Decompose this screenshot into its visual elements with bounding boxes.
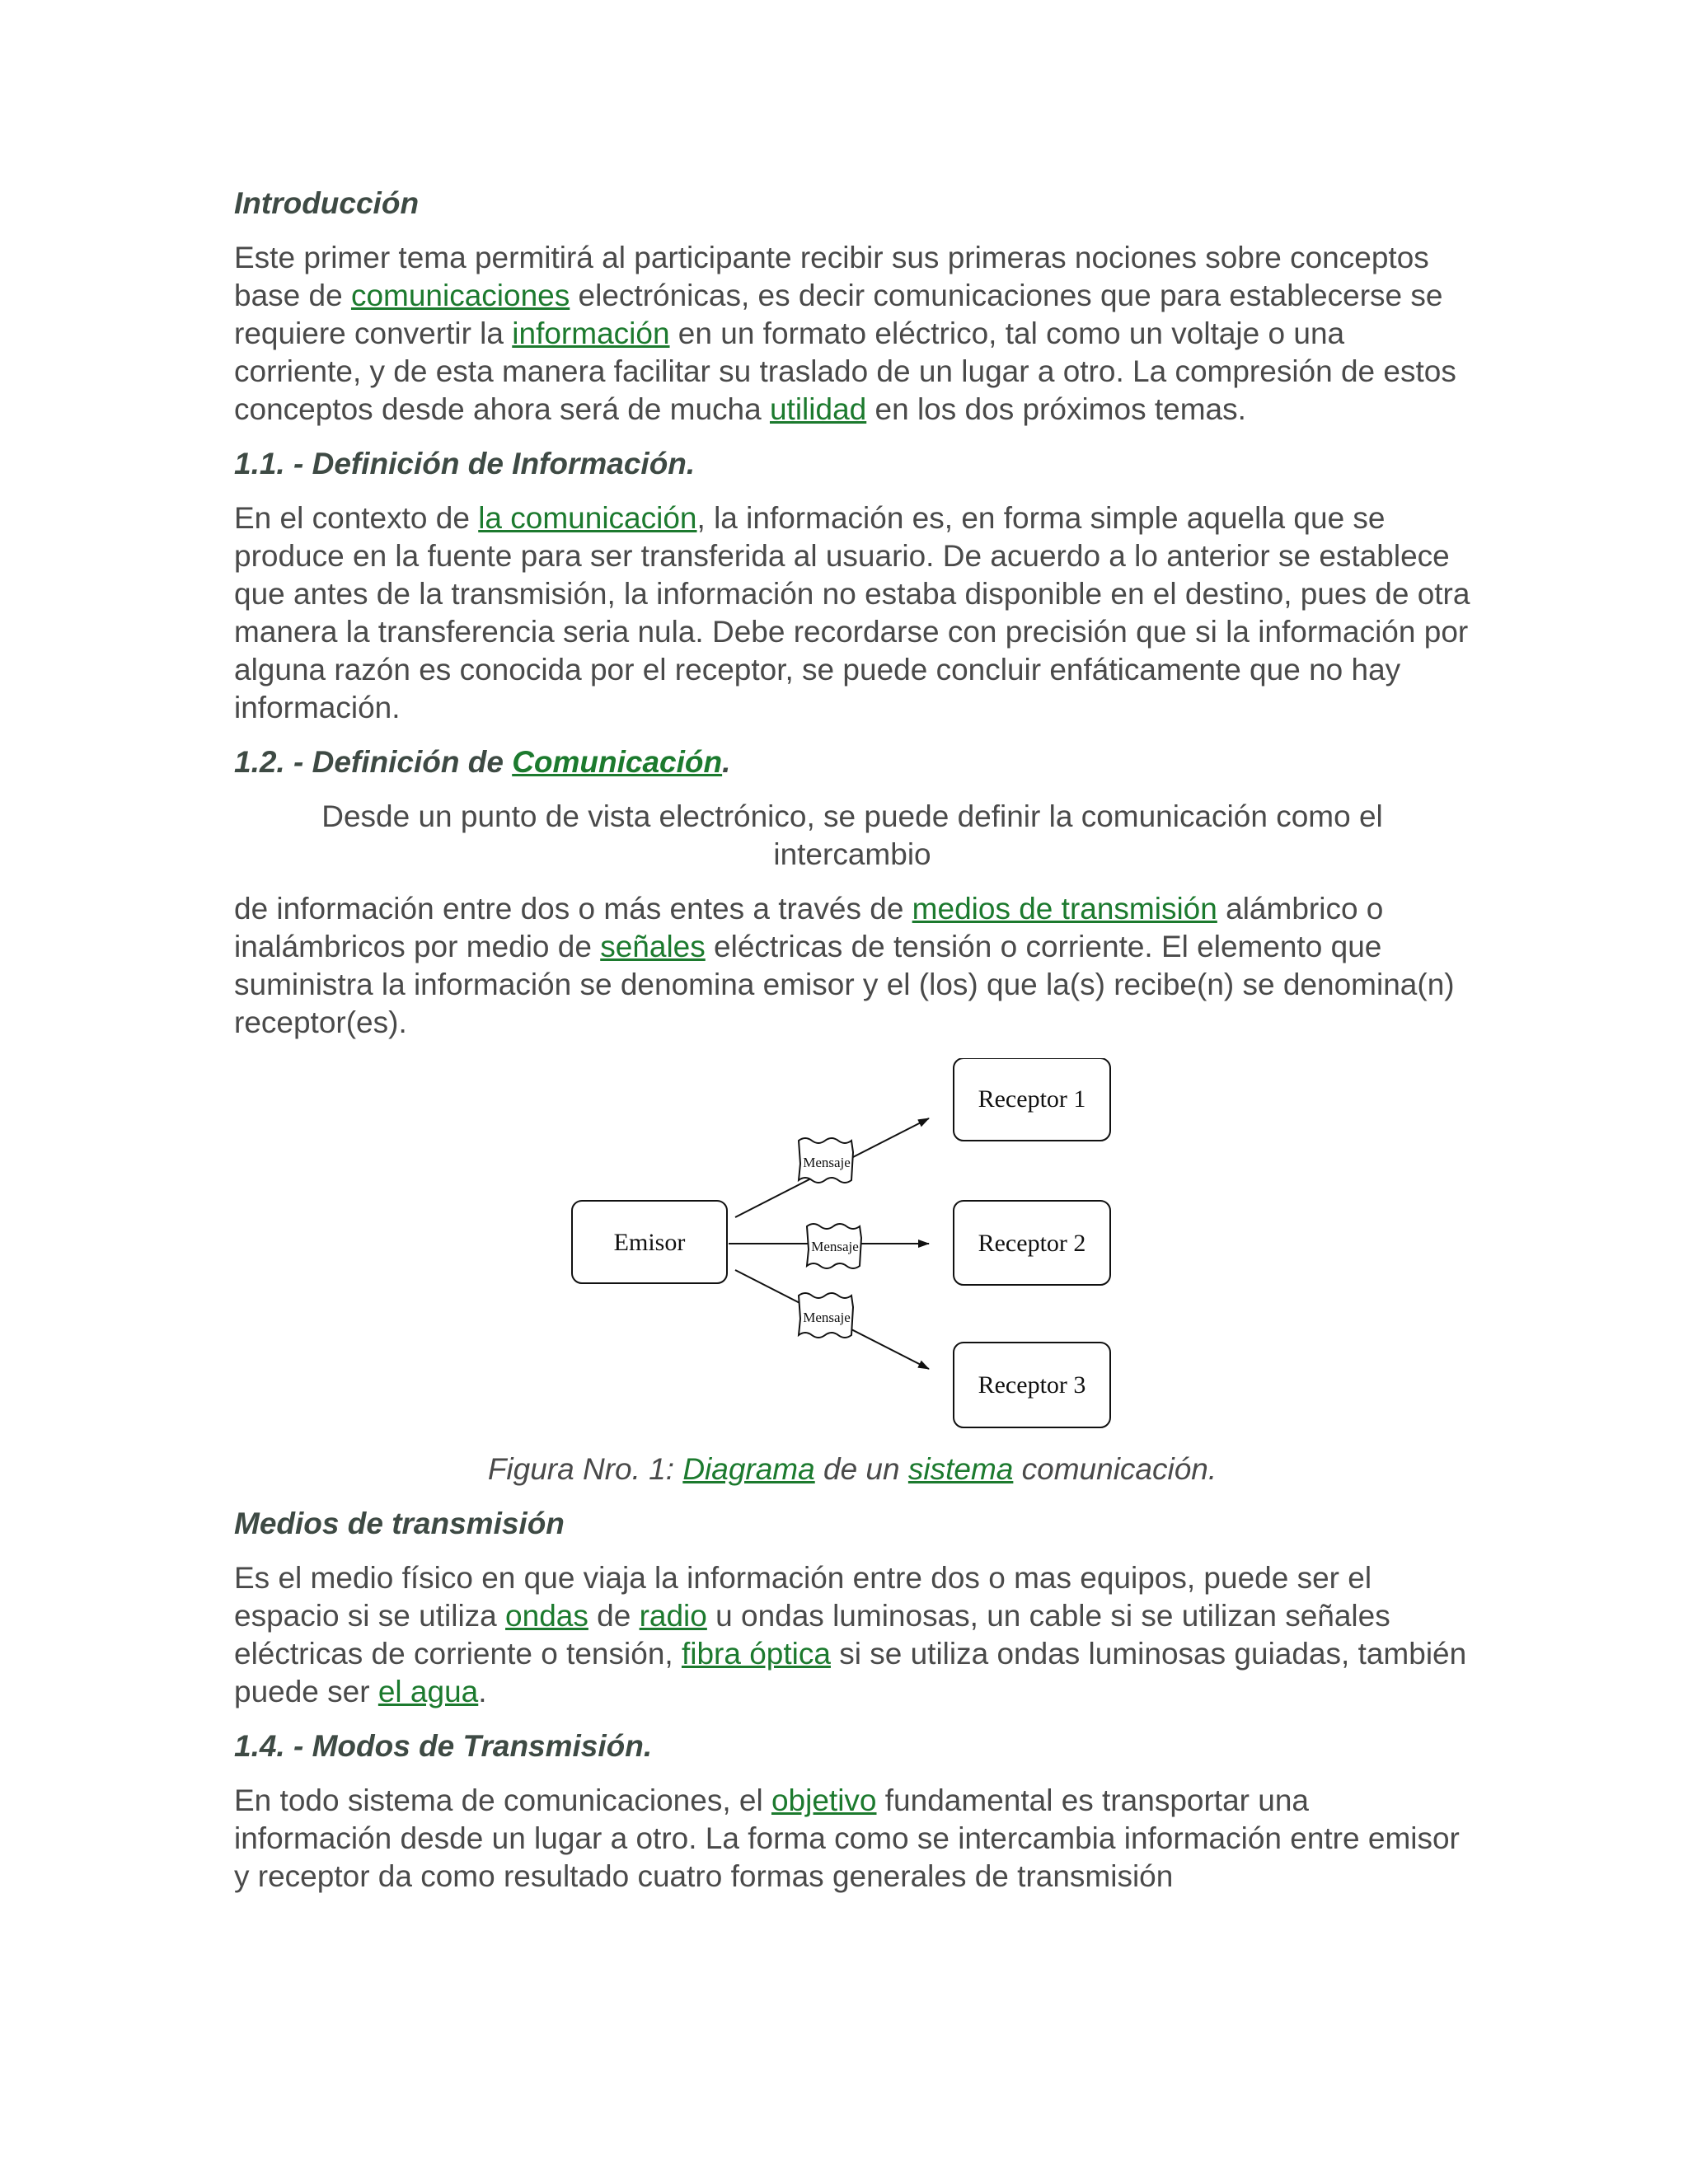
text-span: de un <box>814 1452 908 1486</box>
receptor-3-label: Receptor 3 <box>978 1371 1086 1399</box>
receptor-1-box <box>954 1058 1110 1141</box>
text-span: u ondas luminosas, un cable si se utilizan señales eléctricas de corriente o tensión, <box>234 1599 1390 1671</box>
medios-paragraph <box>234 1559 1470 1711</box>
emisor-label: Emisor <box>613 1229 686 1256</box>
text-span: En todo sistema de comunicaciones, el <box>234 1783 771 1817</box>
mensaje-flag-3 <box>799 1293 853 1338</box>
link-comunicacion-heading[interactable]: Comunicación <box>512 745 723 779</box>
link-diagrama[interactable]: Diagrama <box>682 1452 815 1486</box>
section-1-4-paragraph <box>234 1782 1470 1896</box>
mensaje-label-1: Mensaje <box>803 1155 851 1170</box>
receptor-2-label: Receptor 2 <box>978 1230 1086 1257</box>
diagram-svg <box>234 1058 1470 1446</box>
figure-caption <box>234 1451 1470 1488</box>
medios-heading: Medios de transmisión <box>234 1507 565 1540</box>
text-span: fundamental es transportar una información desde un lugar a otro. La forma como se intercambia información entre emisor y receptor da como resultado cuatro formas generales de transmisión <box>234 1783 1460 1893</box>
mensaje-label-3: Mensaje <box>803 1310 851 1325</box>
communication-diagram <box>234 1058 1470 1446</box>
receptor-1-label: Receptor 1 <box>978 1085 1086 1113</box>
link-radio[interactable]: radio <box>639 1599 707 1633</box>
emisor-box <box>572 1201 727 1283</box>
link-sistema[interactable]: sistema <box>907 1452 1014 1486</box>
text-span: comunicación. <box>1013 1452 1217 1486</box>
section-1-1-paragraph <box>234 499 1470 727</box>
link-utilidad[interactable]: utilidad <box>769 392 867 426</box>
text-span: eléctricas de tensión o corriente. El elemento que suministra la información se denomina emisor y el (los) que la(s) recibe(n) se denomina(n) receptor(es). <box>234 930 1455 1039</box>
text-span: de <box>588 1599 640 1633</box>
section-1-4-heading: 1.4. - Modos de Transmisión. <box>234 1729 653 1763</box>
link-informacion[interactable]: información <box>512 316 670 350</box>
text-span: . <box>722 745 731 779</box>
text-span: Es el medio físico en que viaja la información entre dos o mas equipos, puede ser el espacio si se utiliza <box>234 1561 1372 1633</box>
text-span: si se utiliza ondas luminosas guiadas, también puede ser <box>234 1637 1467 1708</box>
text-span: en los dos próximos temas. <box>866 392 1246 426</box>
section-1-1-heading: 1.1. - Definición de Información. <box>234 447 696 480</box>
link-objetivo[interactable]: objetivo <box>771 1783 877 1817</box>
text-span: . <box>478 1675 487 1708</box>
mensaje-label-2: Mensaje <box>811 1239 859 1254</box>
link-ondas[interactable]: ondas <box>505 1599 588 1633</box>
text-span: , la información es, en forma simple aquella que se produce en la fuente para ser transferida al usuario. De acuerdo a lo anterior se establece que antes de la transmisión, la información no estaba disponible en el destino, pues de otra manera la transferencia seria nula. Debe recordarse con precisión que si la información por alguna razón es conocida por el receptor, se puede concluir enfáticamente que no hay información. <box>234 501 1470 724</box>
text-span: En el contexto de <box>234 501 479 535</box>
intro-heading: Introducción <box>234 186 420 220</box>
text-span: 1.2. - Definición de <box>234 745 513 779</box>
link-fibra-optica[interactable]: fibra óptica <box>681 1637 831 1671</box>
mensaje-flag-1 <box>799 1138 853 1183</box>
section-1-2-heading <box>234 743 1470 781</box>
receptor-3-box <box>954 1343 1110 1427</box>
link-senales[interactable]: señales <box>600 930 706 963</box>
text-span: electrónicas, es decir comunicaciones que para establecerse se requiere convertir la <box>234 279 1443 350</box>
document-content <box>234 185 1470 1896</box>
mensaje-flag-2 <box>807 1224 861 1268</box>
receptor-2-box <box>954 1201 1110 1285</box>
text-span: en un formato eléctrico, tal como un voltaje o una corriente, y de esta manera facilitar su traslado de un lugar a otro. La compresión de estos conceptos desde ahora será de mucha <box>234 316 1456 426</box>
link-medios-de-transmision[interactable]: medios de transmisión <box>912 892 1217 926</box>
intro-paragraph <box>234 239 1470 429</box>
link-la-comunicacion[interactable]: la comunicación <box>478 501 697 535</box>
section-1-2-paragraph <box>234 890 1470 1042</box>
text-span: alámbrico o inalámbricos por medio de <box>234 892 1384 963</box>
text-span: Este primer tema permitirá al participante recibir sus primeras nociones sobre conceptos base de <box>234 241 1429 312</box>
section-1-2-centered-line: Desde un punto de vista electrónico, se puede definir la comunicación como el intercambio <box>321 799 1383 871</box>
link-el-agua[interactable]: el agua <box>377 1675 479 1708</box>
link-comunicaciones[interactable]: comunicaciones <box>350 279 570 312</box>
text-span: Figura Nro. 1: <box>487 1452 683 1486</box>
text-span: de información entre dos o más entes a través de <box>234 892 912 926</box>
